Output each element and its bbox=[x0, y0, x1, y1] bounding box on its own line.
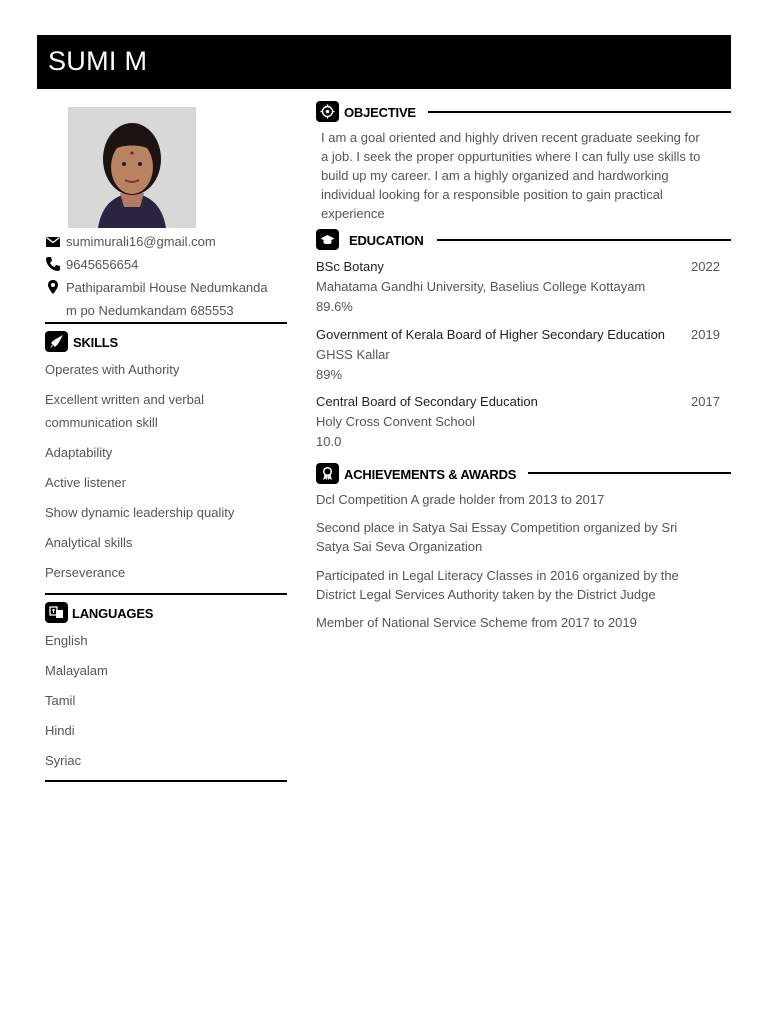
skill-item: Excellent written and verbal bbox=[45, 392, 204, 407]
graduation-cap-icon bbox=[320, 232, 335, 247]
objective-title: OBJECTIVE bbox=[344, 105, 416, 120]
education-degree: Government of Kerala Board of Higher Secondary Education bbox=[316, 327, 666, 342]
achievement-line: Member of National Service Scheme from 2017 to 2019 bbox=[316, 615, 637, 630]
skill-item: Operates with Authority bbox=[45, 362, 180, 377]
target-icon bbox=[320, 104, 335, 119]
objective-line: a job. I seek the proper oppurtunities where I can fully use skills to bbox=[321, 149, 701, 164]
education-institution: Holy Cross Convent School bbox=[316, 414, 475, 429]
language-item: Syriac bbox=[45, 753, 82, 768]
objective-line: experience bbox=[321, 206, 385, 221]
achievements-title: ACHIEVEMENTS & AWARDS bbox=[344, 467, 517, 482]
education-institution: Mahatama Gandhi University, Baselius College Kottayam bbox=[316, 279, 646, 294]
skill-item: communication skill bbox=[45, 415, 158, 430]
location-pin-icon bbox=[45, 279, 61, 295]
divider bbox=[528, 472, 731, 474]
achievement-item bbox=[316, 613, 731, 632]
education-score: 89% bbox=[316, 367, 343, 382]
achievement-line: Dcl Competition A grade holder from 2013 to 2017 bbox=[316, 492, 605, 507]
objective-line: I am a goal oriented and highly driven recent graduate seeking for bbox=[321, 130, 700, 145]
skill-item: Analytical skills bbox=[45, 535, 133, 550]
skill-item: Perseverance bbox=[45, 565, 126, 580]
objective-text bbox=[321, 128, 731, 223]
divider bbox=[45, 593, 287, 595]
name-header bbox=[37, 35, 731, 89]
profile-portrait-image bbox=[68, 107, 196, 228]
education-title: EDUCATION bbox=[349, 233, 424, 248]
skill-item: Adaptability bbox=[45, 445, 113, 460]
education-icon-badge bbox=[316, 229, 339, 250]
education-year: 2019 bbox=[691, 327, 720, 342]
objective-line: individual looking for a responsible position to gain practical bbox=[321, 187, 663, 202]
education-degree: BSc Botany bbox=[316, 259, 384, 274]
education-score: 89.6% bbox=[316, 299, 353, 314]
mail-icon bbox=[45, 234, 61, 250]
education-year: 2022 bbox=[691, 259, 720, 274]
skills-icon-badge bbox=[45, 331, 68, 352]
phone-text: 9645656654 bbox=[66, 257, 139, 272]
achievement-line: Satya Sai Seva Organization bbox=[316, 539, 483, 554]
education-institution: GHSS Kallar bbox=[316, 347, 390, 362]
education-score: 10.0 bbox=[316, 434, 342, 449]
phone-icon bbox=[45, 256, 61, 272]
language-item: Malayalam bbox=[45, 663, 108, 678]
education-degree: Central Board of Secondary Education bbox=[316, 394, 538, 409]
email-text: sumimurali16@gmail.com bbox=[66, 234, 216, 249]
translate-icon bbox=[49, 605, 64, 620]
achievement-item bbox=[316, 490, 731, 509]
achievements-icon-badge bbox=[316, 463, 339, 484]
award-ribbon-icon bbox=[320, 466, 335, 481]
divider bbox=[45, 780, 287, 782]
skills-title: SKILLS bbox=[73, 335, 119, 350]
language-item: English bbox=[45, 633, 88, 648]
language-item: Hindi bbox=[45, 723, 75, 738]
candidate-name: SUMI M bbox=[48, 46, 148, 76]
languages-icon-badge bbox=[45, 602, 68, 623]
divider bbox=[428, 111, 731, 113]
achievement-line: District Legal Services Authority taken by the District Judge bbox=[316, 587, 656, 602]
divider bbox=[437, 239, 731, 241]
skill-item: Active listener bbox=[45, 475, 126, 490]
profile-photo bbox=[68, 107, 196, 228]
achievement-item bbox=[316, 566, 731, 604]
achievement-item bbox=[316, 518, 731, 556]
divider bbox=[45, 322, 287, 324]
skill-item: Show dynamic leadership quality bbox=[45, 505, 235, 520]
achievement-line: Participated in Legal Literacy Classes in 2016 organized by the bbox=[316, 568, 679, 583]
address-line-1: Pathiparambil House Nedumkanda bbox=[66, 280, 268, 295]
objective-line: build up my career. I am a highly organized and hardworking bbox=[321, 168, 669, 183]
achievement-line: Second place in Satya Sai Essay Competition organized by Sri bbox=[316, 520, 678, 535]
rocket-icon bbox=[49, 334, 64, 349]
languages-title: LANGUAGES bbox=[72, 606, 154, 621]
address-line-2: m po Nedumkandam 685553 bbox=[66, 303, 234, 318]
education-year: 2017 bbox=[691, 394, 720, 409]
language-item: Tamil bbox=[45, 693, 76, 708]
objective-icon-badge bbox=[316, 101, 339, 122]
